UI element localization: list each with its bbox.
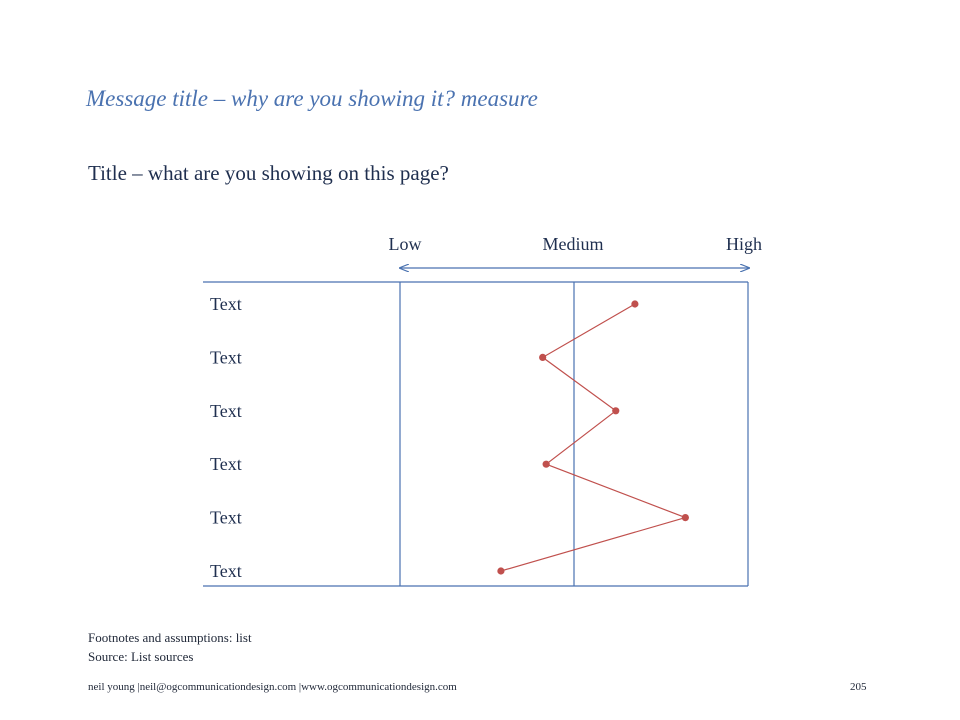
footnote-assumptions: Footnotes and assumptions: list — [88, 630, 252, 645]
footer-contact: neil young |neil@ogcommunicationdesign.com |www.ogcommunicationdesign.com — [88, 681, 457, 693]
scale-label-medium: Medium — [542, 234, 604, 254]
page-number: 205 — [850, 681, 867, 693]
footnotes — [88, 628, 252, 666]
data-point — [497, 567, 504, 574]
category-label: Text — [210, 347, 242, 368]
data-point — [631, 300, 638, 307]
data-point — [543, 461, 550, 468]
category-label: Text — [210, 561, 242, 581]
data-point — [682, 514, 689, 521]
category-label: Text — [210, 400, 242, 421]
category-label: Text — [210, 507, 242, 528]
message-title: Message title – why are you showing it? measure — [86, 86, 538, 111]
scale-label-high: High — [726, 234, 762, 254]
category-label: Text — [210, 454, 242, 475]
data-point — [612, 407, 619, 414]
page-title: Title – what are you showing on this page? — [88, 161, 449, 185]
category-label: Text — [210, 294, 242, 314]
series-line — [501, 304, 686, 571]
scale-label-low: Low — [388, 234, 422, 254]
footnote-source: Source: List sources — [88, 649, 194, 664]
data-point — [539, 354, 546, 361]
